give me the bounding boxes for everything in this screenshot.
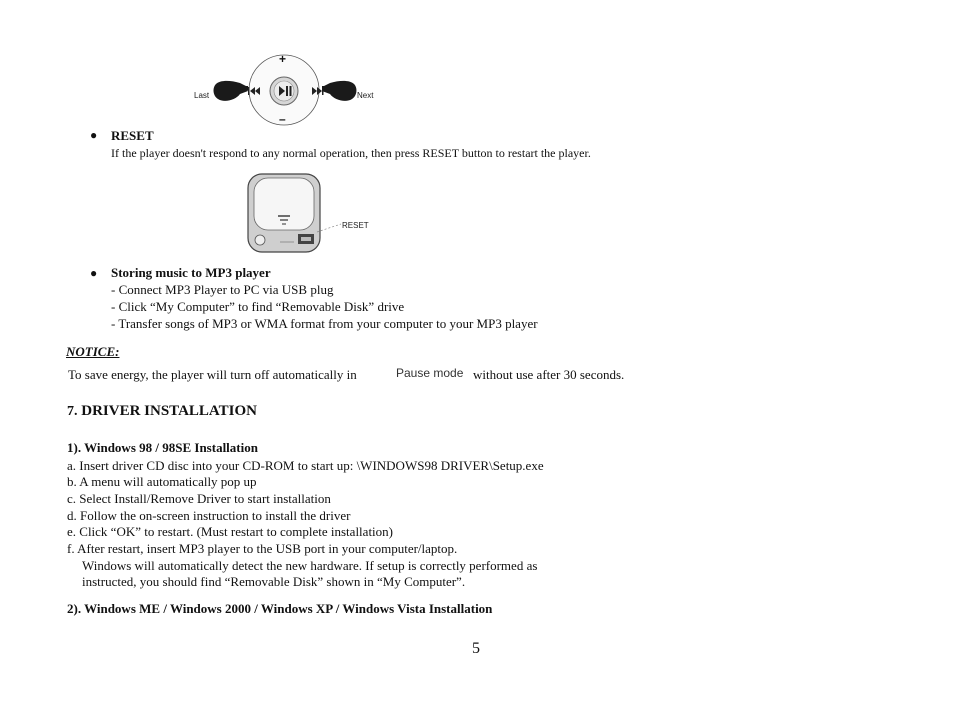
win98-heading: 1). Windows 98 / 98SE Installation [67, 440, 258, 455]
win98-continuation: instructed, you should find “Removable Disk” shown in “My Computer”. [82, 574, 466, 589]
control-figure [190, 50, 390, 130]
win98-step: e. Click “OK” to restart. (Must restart to complete installation) [67, 524, 393, 539]
section-title: DRIVER INSTALLATION [81, 403, 257, 419]
notice-text-after: without use after 30 seconds. [473, 367, 625, 382]
storing-step: - Click “My Computer” to find “Removable Disk” drive [111, 299, 405, 314]
page-number: 5 [472, 640, 480, 657]
next-label: Next [357, 91, 374, 100]
storing-step: - Connect MP3 Player to PC via USB plug [111, 282, 334, 297]
reset-figure-label: RESET [342, 221, 369, 230]
reset-pointer-line [315, 220, 345, 234]
storing-bullet: ● [90, 266, 98, 280]
notice-text-before: To save energy, the player will turn off automatically in [68, 367, 357, 382]
storing-heading: Storing music to MP3 player [111, 265, 271, 280]
win98-step: f. After restart, insert MP3 player to the USB port in your computer/laptop. [67, 541, 458, 556]
win98-step: b. A menu will automatically pop up [67, 474, 257, 489]
notice-label: NOTICE: [66, 344, 120, 359]
control-wheel-illustration [190, 50, 390, 130]
win98-continuation: Windows will automatically detect the new hardware. If setup is correctly performed as [82, 558, 538, 573]
plus-label: + [279, 52, 287, 66]
win98-step: c. Select Install/Remove Driver to start installation [67, 491, 331, 506]
reset-body: If the player doesn't respond to any normal operation, then press RESET button to restart the player. [111, 146, 591, 160]
player-device-figure [244, 172, 324, 254]
reset-heading: RESET [111, 128, 154, 143]
reset-bullet: ● [90, 128, 98, 142]
last-label: Last [194, 91, 210, 100]
win98-step: a. Insert driver CD disc into your CD-ROM to start up: \WINDOWS98 DRIVER\Setup.exe [67, 458, 544, 473]
mp3-player-illustration [244, 172, 324, 254]
win2000-heading: 2). Windows ME / Windows 2000 / Windows XP / Windows Vista Installation [67, 601, 493, 616]
storing-step: - Transfer songs of MP3 or WMA format from your computer to your MP3 player [111, 316, 538, 331]
section-number: 7. [67, 404, 78, 419]
section-heading [67, 403, 257, 420]
notice-mode: Pause mode [396, 366, 464, 380]
minus-label: – [279, 112, 286, 126]
win98-step: d. Follow the on-screen instruction to install the driver [67, 508, 351, 523]
